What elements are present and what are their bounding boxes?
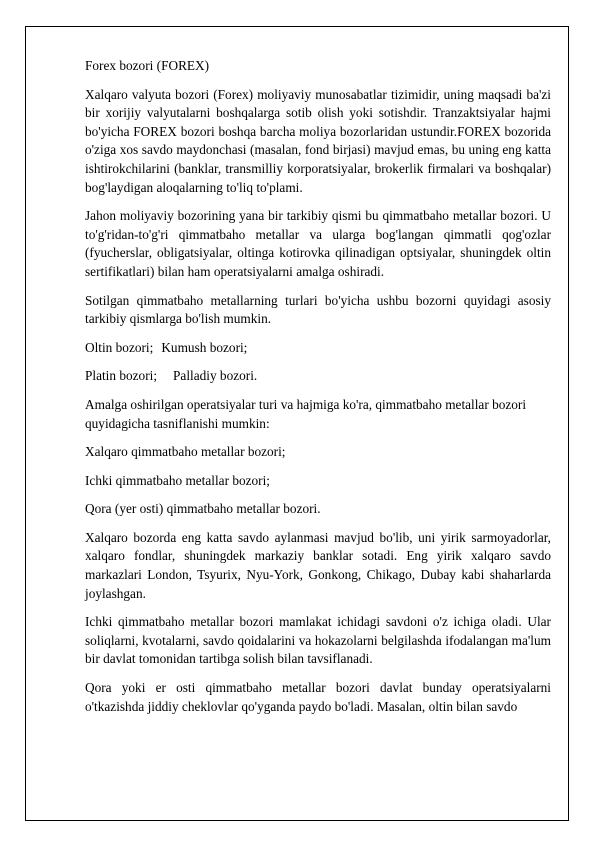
list-item-gold: Oltin bozori;	[85, 339, 154, 355]
document-body	[85, 57, 551, 726]
paragraph-domestic-market: Ichki qimmatbaho metallar bozori mamlakat ichidagi savdoni o'z ichiga oladi. Ular soliqlarni, kvotalarni, savdo qoidalarini va hokazolarni belgilashda ifodalangan ma'lum bir davlat tomonidan tartibga solish bilan tavsiflanadi.	[85, 614, 551, 667]
list-item-black-market: Qora (yer osti) qimmatbaho metallar bozori.	[85, 501, 321, 517]
list-item	[85, 367, 551, 386]
paragraph-precious-metals-market: Jahon moliyaviy bozorining yana bir tarkibiy qismi bu qimmatbaho metallar bozori. U to'g'ridan-to'g'ri qimmatbaho metallar va ularga bog'langan qimmatli qog'ozlar (fyucherslar, obligatsiyalar, oltinga kotirovka qilinadigan optsiyalar, shuningdek oltin sertifikatlari) bilan ham operatsiyalarni amalga oshiradi.	[85, 208, 551, 279]
paragraph-international-market: Xalqaro bozorda eng katta savdo aylanmasi mavjud bo'lib, uni yirik sarmoyadorlar, xalqaro fondlar, shuningdek markaziy banklar sotadi. Eng yirik xalqaro savdo markazlari London, Tsyurix, Nyu-York, Gonkong, Chikago, Dubay kabi shaharlarda joylashgan.	[85, 529, 551, 601]
list-item-palladium: Palladiy bozori.	[173, 368, 258, 384]
paragraph-classification: Amalga oshirilgan operatsiyalar turi va hajmiga ko'ra, qimmatbaho metallar bozori quyidagicha tasniflanishi mumkin:	[85, 396, 527, 431]
list-item-international-market: Xalqaro qimmatbaho metallar bozori;	[85, 444, 286, 460]
paragraph-components-intro: Sotilgan qimmatbaho metallarning turlari bo'yicha ushbu bozorni quyidagi asosiy tarkibiy qismlarga bo'lish mumkin.	[85, 292, 551, 327]
document-title: Forex bozori (FOREX)	[85, 58, 210, 73]
paragraph-black-market: Qora yoki er osti qimmatbaho metallar bozori davlat bunday operatsiyalarni o'tkazishda jiddiy cheklovlar qo'yganda paydo bo'ladi. Masalan, oltin bilan savdo	[85, 680, 551, 714]
list-item-silver: Kumush bozori;	[161, 339, 248, 355]
list-item-platinum: Platin bozori;	[85, 368, 158, 384]
list-item-domestic-market: Ichki qimmatbaho metallar bozori;	[85, 472, 270, 488]
paragraph-forex-definition: Xalqaro valyuta bozori (Forex) moliyaviy munosabatlar tizimidir, uning maqsadi ba'zi bir xorijiy valyutalarni boshqalarga sotib olish yoki sotishdir. Tranzaktsiyalar hajmi bo'yicha FOREX bozori boshqa barcha moliya bozorlaridan ustundir.FOREX bozorida o'ziga xos savdo maydonchasi (masalan, fond birjasi) mavjud emas, bu uning eng katta ishtirokchilarini (banklar, transmilliy korporatsiyalar, brokerlik firmalari va boshqalar) bog'laydigan aloqalarning to'liq to'plami.	[85, 86, 551, 195]
list-item	[85, 339, 551, 358]
